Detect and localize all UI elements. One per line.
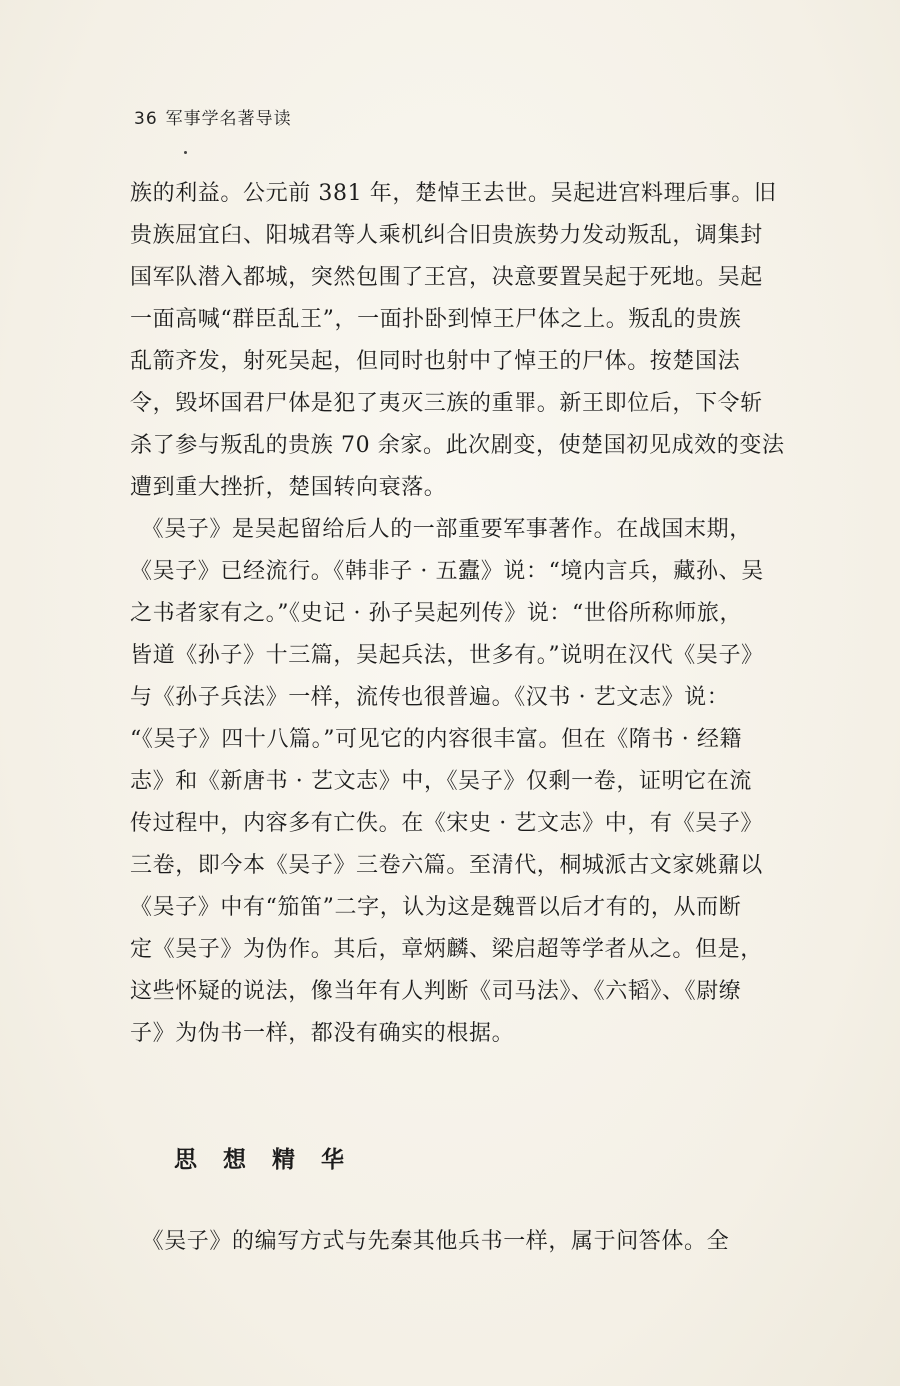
section-heading: 思 想 精 华 xyxy=(174,1147,354,1173)
text-line: 《吴子》是吴起留给后人的一部重要军事著作。在战国末期， xyxy=(130,517,752,542)
text-line: 乱箭齐发，射死吴起，但同时也射中了悼王的尸体。按楚国法 xyxy=(130,349,741,374)
text-line: 族的利益。公元前 381 年，楚悼王去世。吴起进宫料理后事。旧 xyxy=(130,181,777,206)
text-line: 与《孙子兵法》一样，流传也很普遍。《汉书 · 艺文志》说： xyxy=(130,685,730,710)
page-number: 36 xyxy=(134,109,158,129)
text-line: 贵族屈宜臼、阳城君等人乘机纠合旧贵族势力发动叛乱，调集封 xyxy=(130,223,763,248)
text-line: 三卷，即今本《吴子》三卷六篇。至清代，桐城派古文家姚鼐以 xyxy=(130,853,763,878)
text-line: 志》和《新唐书 · 艺文志》中，《吴子》仅剩一卷，证明它在流 xyxy=(130,769,752,794)
running-header xyxy=(134,104,292,129)
text-line: 遭到重大挫折，楚国转向衰落。 xyxy=(130,475,447,500)
text-line: 皆道《孙子》十三篇，吴起兵法，世多有。”说明在汉代《吴子》 xyxy=(130,643,764,668)
text-line: 杀了参与叛乱的贵族 70 余家。此次剧变，使楚国初见成效的变法 xyxy=(130,433,785,458)
text-line: 之书者家有之。”《史记 · 孙子吴起列传》说：“世俗所称师旅， xyxy=(130,601,743,626)
text-line: 《吴子》的编写方式与先秦其他兵书一样，属于问答体。全 xyxy=(130,1229,730,1254)
text-line: 令，毁坏国君尸体是犯了夷灭三族的重罪。新王即位后，下令斩 xyxy=(130,391,763,416)
print-speck xyxy=(184,151,187,154)
text-line: 这些怀疑的说法，像当年有人判断《司马法》、《六韬》、《尉缭 xyxy=(130,979,742,1004)
book-title: 军事学名著导读 xyxy=(165,109,292,129)
text-line: 《吴子》中有“笳笛”二字，认为这是魏晋以后才有的，从而断 xyxy=(130,895,742,920)
text-line: 定《吴子》为伪作。其后，章炳麟、梁启超等学者从之。但是， xyxy=(130,937,763,962)
text-line: 《吴子》已经流行。《韩非子 · 五蠹》说：“境内言兵，藏孙、吴 xyxy=(130,559,764,584)
text-line: 子》为伪书一样，都没有确实的根据。 xyxy=(130,1021,515,1046)
text-line: “《吴子》四十八篇。”可见它的内容很丰富。但在《隋书 · 经籍 xyxy=(130,727,743,752)
text-line: 一面高喊“群臣乱王”，一面扑卧到悼王尸体之上。叛乱的贵族 xyxy=(130,307,742,332)
text-line: 传过程中，内容多有亡佚。在《宋史 · 艺文志》中，有《吴子》 xyxy=(130,811,763,836)
text-line: 国军队潜入都城，突然包围了王宫，决意要置吴起于死地。吴起 xyxy=(130,265,763,290)
